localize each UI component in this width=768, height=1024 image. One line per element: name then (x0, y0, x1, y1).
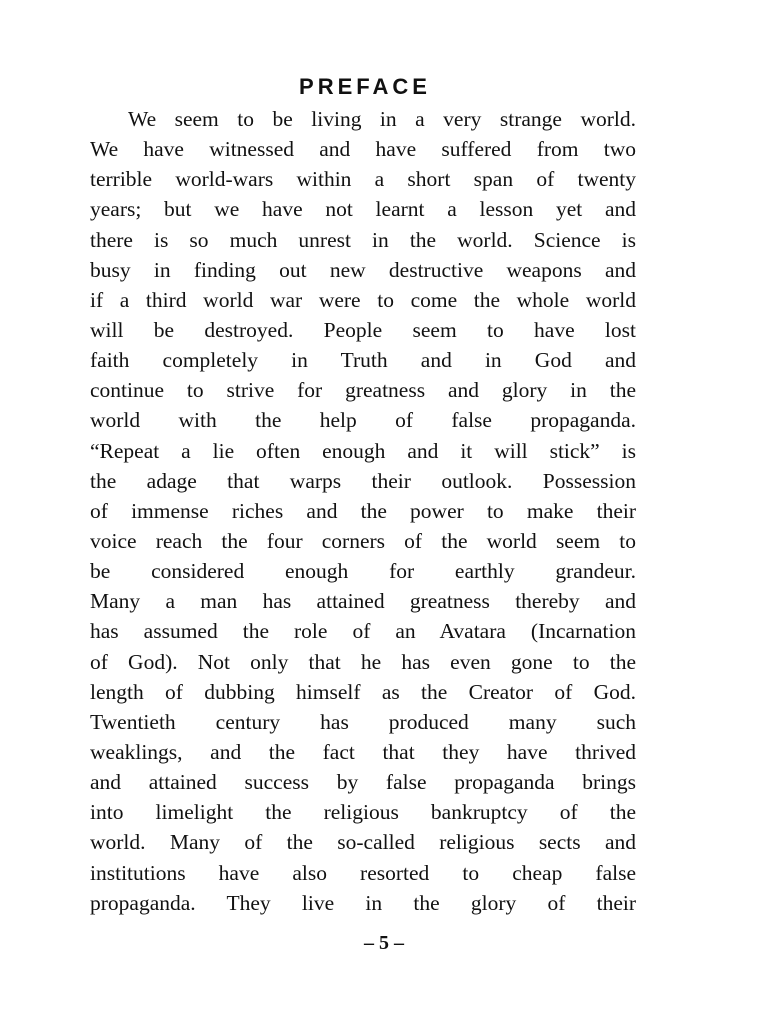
preface-page (90, 70, 636, 918)
text-line: length of dubbing himself as the Creator of God. (90, 679, 636, 704)
text-line: the adage that warps their outlook. Possession (90, 468, 636, 493)
text-line: voice reach the four corners of the world seem to (90, 528, 636, 553)
text-line: of immense riches and the power to make their (90, 498, 636, 523)
text-line: faith completely in Truth and in God and (90, 348, 636, 373)
text-line: Twentieth century has produced many such (90, 709, 636, 734)
page-title: PREFACE (299, 74, 431, 99)
text-line: world. Many of the so-called religious sects and (90, 830, 636, 855)
body-text (90, 104, 636, 918)
page-number: – 5 – (364, 932, 404, 954)
text-line: of God). Not only that he has even gone to the (90, 649, 636, 674)
text-line: weaklings, and the fact that they have thrived (90, 739, 636, 764)
text-line: We have witnessed and have suffered from two (90, 137, 636, 162)
text-line: will be destroyed. People seem to have lost (90, 317, 636, 342)
text-line: “Repeat a lie often enough and it will stick” is (90, 438, 636, 463)
text-line: there is so much unrest in the world. Science is (90, 227, 636, 252)
text-line: busy in finding out new destructive weapons and (90, 257, 636, 282)
text-line: and attained success by false propaganda brings (90, 770, 636, 795)
text-line: propaganda. They live in the glory of their (90, 890, 636, 915)
text-line: if a third world war were to come the whole world (90, 287, 636, 312)
text-line: We seem to be living in a very strange world. (128, 107, 636, 131)
text-line: has assumed the role of an Avatara (Incarnation (90, 619, 636, 644)
text-line: institutions have also resorted to cheap false (90, 860, 636, 885)
text-line: Many a man has attained greatness thereby and (90, 589, 636, 614)
text-line: years; but we have not learnt a lesson yet and (90, 197, 636, 222)
text-line: world with the help of false propaganda. (90, 408, 636, 433)
text-line: into limelight the religious bankruptcy of the (90, 800, 636, 825)
text-line: terrible world-wars within a short span of twenty (90, 167, 636, 192)
text-line: continue to strive for greatness and glory in the (90, 378, 636, 403)
text-line: be considered enough for earthly grandeur. (90, 559, 636, 584)
